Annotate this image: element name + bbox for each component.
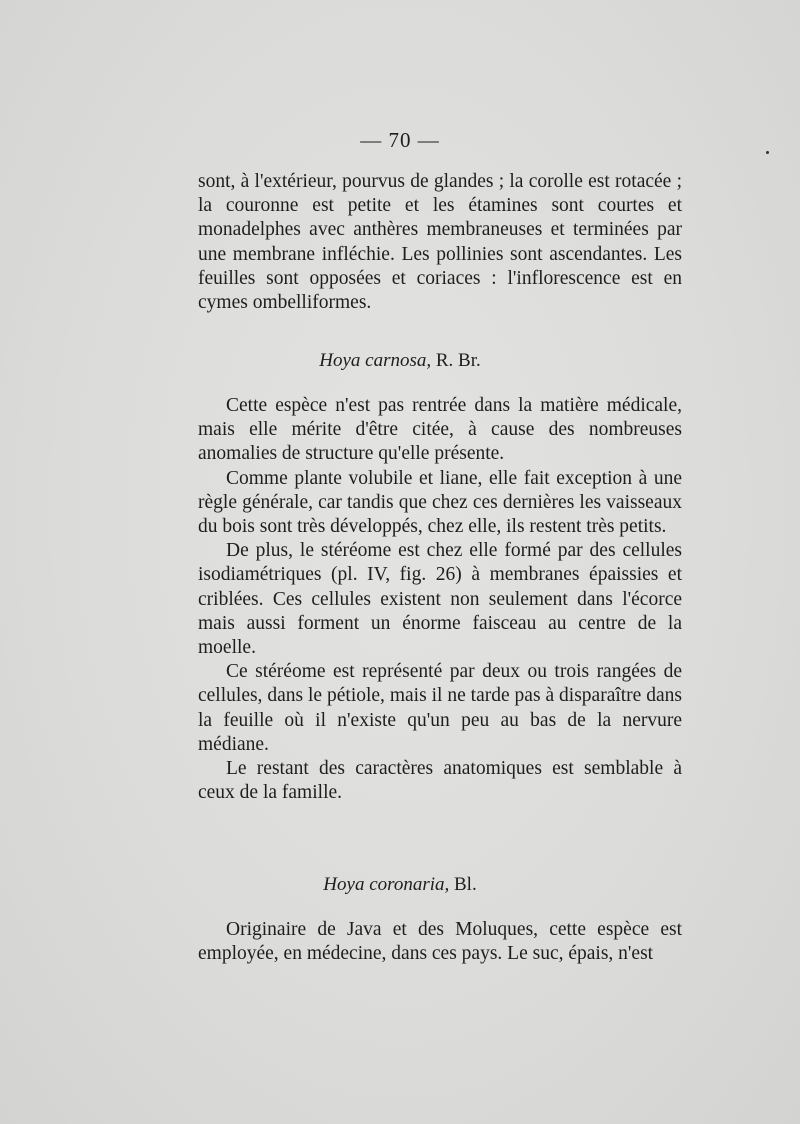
species-name: Hoya coronaria, [323, 874, 450, 895]
paragraph: Cette espèce n'est pas rentrée dans la matière médicale, mais elle mérite d'être citée, à cause des nombreuses anomalies de structure qu'elle présente. [198, 395, 682, 465]
species-author: Bl. [454, 874, 477, 895]
paragraph: Originaire de Java et des Moluques, cette espèce est employée, en médecine, dans ces pays. Le suc, épais, n'est [198, 919, 682, 965]
paragraph: De plus, le stéréome est chez elle formé par des cellules isodiamétriques (pl. IV, fig. 26) à membranes épaissies et criblées. Ces cellules existent non seulement dans l'écorce mais aussi forment un énorme faisceau au centre de la moelle. [198, 540, 682, 659]
species-author: R. Br. [435, 350, 481, 371]
paragraph: Comme plante volubile et liane, elle fait exception à une règle générale, car tandis que chez ces dernières les vaisseaux du bois sont très développés, chez elle, ils restent très petits. [198, 467, 682, 538]
section-body-hoya-carnosa [198, 394, 682, 805]
species-name: Hoya carnosa, [319, 350, 432, 371]
section-body-hoya-coronaria [198, 918, 682, 966]
intro-paragraph: sont, à l'extérieur, pourvus de glandes ; la corolle est rotacée ; la couronne est petite et les étamines sont courtes et monadelphes avec anthères membraneuses et terminées par une membrane infléchie. Les pollinies sont ascendantes. Les feuilles sont opposées et coriaces : l'inflorescence est en cymes ombelliformes. [198, 171, 682, 314]
paragraph: Ce stéréome est représenté par deux ou trois rangées de cellules, dans le pétiole, mais il ne tarde pas à disparaître dans la feuille où il n'existe qu'un peu au bas de la nervure médiane. [198, 661, 682, 755]
intro-text [198, 170, 682, 315]
section-heading-hoya-coronaria [0, 874, 800, 896]
section-heading-hoya-carnosa [0, 350, 800, 372]
page-number: — 70 — [360, 128, 440, 152]
paragraph: Le restant des caractères anatomiques est semblable à ceux de la famille. [198, 758, 682, 804]
